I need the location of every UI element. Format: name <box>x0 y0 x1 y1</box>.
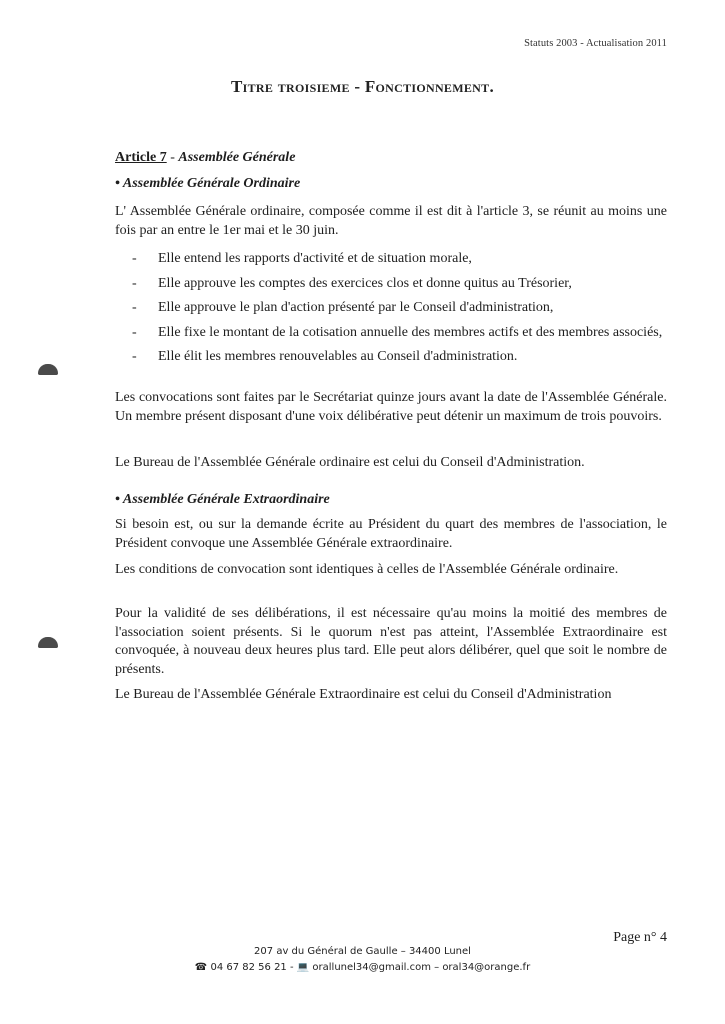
punch-hole <box>38 637 58 648</box>
footer-address: 207 av du Général de Gaulle – 34400 Lunel <box>254 946 471 957</box>
article-number: Article 7 <box>115 150 167 165</box>
extraordinary-p3: Pour la validité de ses délibérations, il est nécessaire qu'au moins la moitié des membres de l'association soient présents. Si le quorum n'est pas atteint, l'Assemblée Extraordinaire est convoquée, à nouveau deux heures plus tard. Elle peut alors délibérer, quel que soit le nombre de présents. <box>115 606 667 677</box>
article-name: Assemblée Générale <box>178 150 296 165</box>
list-item: - Elle approuve les comptes des exercices clos et donne quitus au Trésorier, <box>115 275 667 294</box>
page-number: Page n° 4 <box>613 930 667 945</box>
extraordinary-p4: Le Bureau de l'Assemblée Générale Extraordinaire est celui du Conseil d'Administration <box>115 687 612 702</box>
list-item: - Elle élit les membres renouvelables au Conseil d'administration. <box>115 348 667 367</box>
extraordinary-p2: Les conditions de convocation sont identiques à celles de l'Assemblée Générale ordinaire. <box>115 562 619 577</box>
page-title: Titre troisieme - Fonctionnement. <box>231 77 494 96</box>
section-heading-ordinary: • Assemblée Générale Ordinaire <box>115 176 301 191</box>
footer-contact <box>0 962 725 973</box>
section-heading-extraordinary: • Assemblée Générale Extraordinaire <box>115 492 330 507</box>
footer-separator: - <box>286 962 297 973</box>
computer-icon: 💻 <box>296 962 310 973</box>
ordinary-powers-list <box>115 250 667 373</box>
punch-hole <box>38 364 58 375</box>
list-item: - Elle fixe le montant de la cotisation annuelle des membres actifs et des membres associés, <box>115 324 667 343</box>
article-separator: - <box>166 150 179 165</box>
extraordinary-p1: Si besoin est, ou sur la demande écrite au Président du quart des membres de l'association, le Président convoque une Assemblée Générale extraordinaire. <box>115 517 667 551</box>
footer-emails: orallunel34@gmail.com – oral34@orange.fr <box>312 962 531 973</box>
article-heading <box>115 150 295 166</box>
phone-icon: ☎ <box>194 962 208 973</box>
ordinary-intro: L' Assemblée Générale ordinaire, composée comme il est dit à l'article 3, se réunit au moins une fois par an entre le 1er mai et le 30 juin. <box>115 204 667 238</box>
header-statuts: Statuts 2003 - Actualisation 2011 <box>524 38 667 49</box>
ordinary-convocations: Les convocations sont faites par le Secrétariat quinze jours avant la date de l'Assemblée Générale. Un membre présent disposant d'une voix délibérative peut détenir un maximum de trois pouvoirs. <box>115 390 667 424</box>
ordinary-bureau: Le Bureau de l'Assemblée Générale ordinaire est celui du Conseil d'Administration. <box>115 455 585 470</box>
footer-phone: 04 67 82 56 21 <box>210 962 287 973</box>
list-item: - Elle entend les rapports d'activité et de situation morale, <box>115 250 667 269</box>
list-item: - Elle approuve le plan d'action présenté par le Conseil d'administration, <box>115 299 667 318</box>
